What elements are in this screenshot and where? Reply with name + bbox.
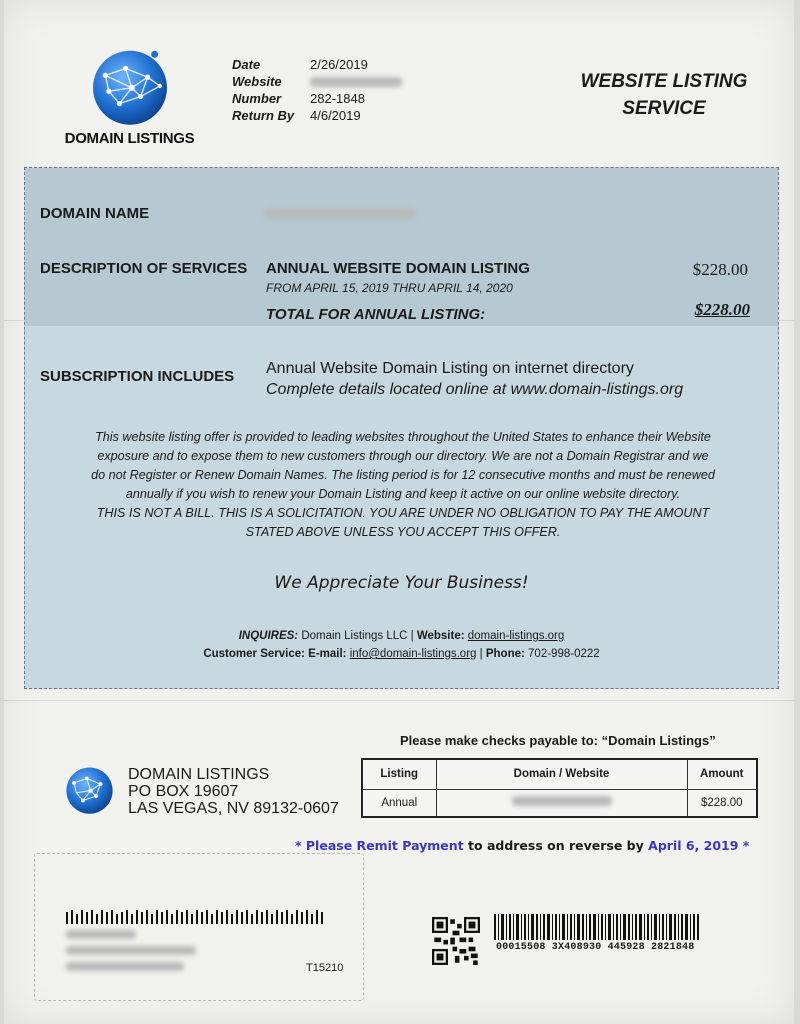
redacted-domain xyxy=(512,796,612,806)
remit-table xyxy=(361,758,758,818)
remit-note-date: April 6, 2019 * xyxy=(648,838,750,853)
service-dates: FROM APRIL 15, 2019 THRU APRIL 14, 2020 xyxy=(266,281,513,295)
remit-city: LAS VEGAS, NV 89132-0607 xyxy=(128,800,339,817)
remit-company: DOMAIN LISTINGS xyxy=(128,766,270,783)
remit-note-prefix: * Please Remit Payment xyxy=(295,838,464,853)
letter-page xyxy=(4,0,794,1024)
postal-barcode xyxy=(66,910,326,924)
includes-line: Complete details located online at www.domain-listings.org xyxy=(266,381,684,398)
notice-line: annually if you wish to renew your Domain Listing and keep it active on our online website directory. xyxy=(125,487,681,501)
payable-instruction: Please make checks payable to: “Domain Listings” xyxy=(400,733,716,748)
box-shade xyxy=(25,168,778,326)
separator: | xyxy=(410,630,414,642)
inquiries-line xyxy=(25,630,778,642)
solicitation-notice xyxy=(43,428,763,542)
col-header-domain: Domain / Website xyxy=(436,759,687,789)
subscription-label: SUBSCRIPTION INCLUDES xyxy=(40,368,235,385)
cell-amount: $228.00 xyxy=(687,789,757,817)
remit-table-header xyxy=(362,759,757,789)
website-label: Website: xyxy=(416,630,465,642)
redacted-recipient-address xyxy=(66,930,196,971)
remit-note xyxy=(295,838,749,853)
notice-line: do not Register or Renew Domain Names. The listing period is for 12 consecutive months and must be renewed xyxy=(91,468,715,482)
payment-barcode xyxy=(494,914,700,940)
service-price: $228.00 xyxy=(692,260,748,279)
website-link[interactable]: domain-listings.org xyxy=(467,630,565,642)
remit-po-box: PO BOX 19607 xyxy=(128,783,239,800)
remit-note-mid: to address on reverse by xyxy=(463,838,649,853)
cell-listing: Annual xyxy=(362,789,436,817)
tracking-code: T15210 xyxy=(306,962,344,974)
email-link[interactable]: info@domain-listings.org xyxy=(349,648,477,660)
meta-label: Date xyxy=(232,57,261,72)
remit-address xyxy=(128,766,339,817)
meta-label: Number xyxy=(232,91,282,106)
remit-table-row xyxy=(362,789,757,817)
qr-code xyxy=(432,917,480,965)
title-line: SERVICE xyxy=(622,98,706,119)
redacted-website xyxy=(310,77,402,87)
notice-line: STATED ABOVE UNLESS YOU ACCEPT THIS OFFER. xyxy=(245,525,561,539)
meta-row-website xyxy=(232,73,402,90)
meta-label: Website xyxy=(232,74,282,89)
col-header-listing: Listing xyxy=(362,759,436,789)
envelope-window xyxy=(34,853,364,1001)
inquires-label: INQUIRES: xyxy=(238,630,299,642)
total-label: TOTAL FOR ANNUAL LISTING: xyxy=(266,306,486,323)
brand-logo-small xyxy=(62,762,117,817)
notice-line: THIS IS NOT A BILL. THIS IS A SOLICITATION. YOU ARE UNDER NO OBLIGATION TO PAY THE AMOUNT xyxy=(96,506,710,520)
globe-icon xyxy=(86,42,174,130)
includes-line: Annual Website Domain Listing on internet directory xyxy=(266,360,634,377)
total-price: $228.00 xyxy=(694,300,750,319)
meta-row-number xyxy=(232,90,402,107)
separator: | xyxy=(479,648,483,660)
brand-name: DOMAIN LISTINGS xyxy=(64,130,195,147)
fold-line xyxy=(4,700,794,701)
meta-value: 2/26/2019 xyxy=(310,57,368,72)
redacted-domain xyxy=(265,208,415,219)
meta-label: Return By xyxy=(232,108,295,123)
phone-number: 702-998-0222 xyxy=(528,648,600,660)
company-name: Domain Listings LLC xyxy=(301,630,408,642)
notice-line: This website listing offer is provided to leading websites throughout the United States to enhance their Website xyxy=(95,430,711,444)
barcode-number: 00015508 3X408930 445928 2821848 xyxy=(496,942,695,953)
meta-row-return-by xyxy=(232,107,402,124)
domain-name-label: DOMAIN NAME xyxy=(40,205,150,222)
notice-line: exposure and to expose them to new customers through our directory. We are not a Domain Registrar and we xyxy=(97,449,709,463)
brand-logo xyxy=(62,42,197,147)
meta-row-date xyxy=(232,56,402,73)
customer-service-line xyxy=(25,648,778,660)
appreciation-text: We Appreciate Your Business! xyxy=(274,573,529,593)
meta-value: 4/6/2019 xyxy=(310,108,361,123)
globe-icon xyxy=(62,762,117,817)
document-title xyxy=(564,68,764,122)
meta-value: 282-1848 xyxy=(310,91,365,106)
phone-label: Phone: xyxy=(485,648,525,660)
title-line: WEBSITE LISTING xyxy=(580,71,748,92)
invoice-meta xyxy=(232,56,402,124)
service-title: ANNUAL WEBSITE DOMAIN LISTING xyxy=(266,260,530,277)
col-header-amount: Amount xyxy=(687,759,757,789)
listing-details-box xyxy=(24,167,779,689)
cs-label: Customer Service: E-mail: xyxy=(203,648,347,660)
cell-domain xyxy=(436,789,687,817)
description-label: DESCRIPTION OF SERVICES xyxy=(40,260,248,277)
